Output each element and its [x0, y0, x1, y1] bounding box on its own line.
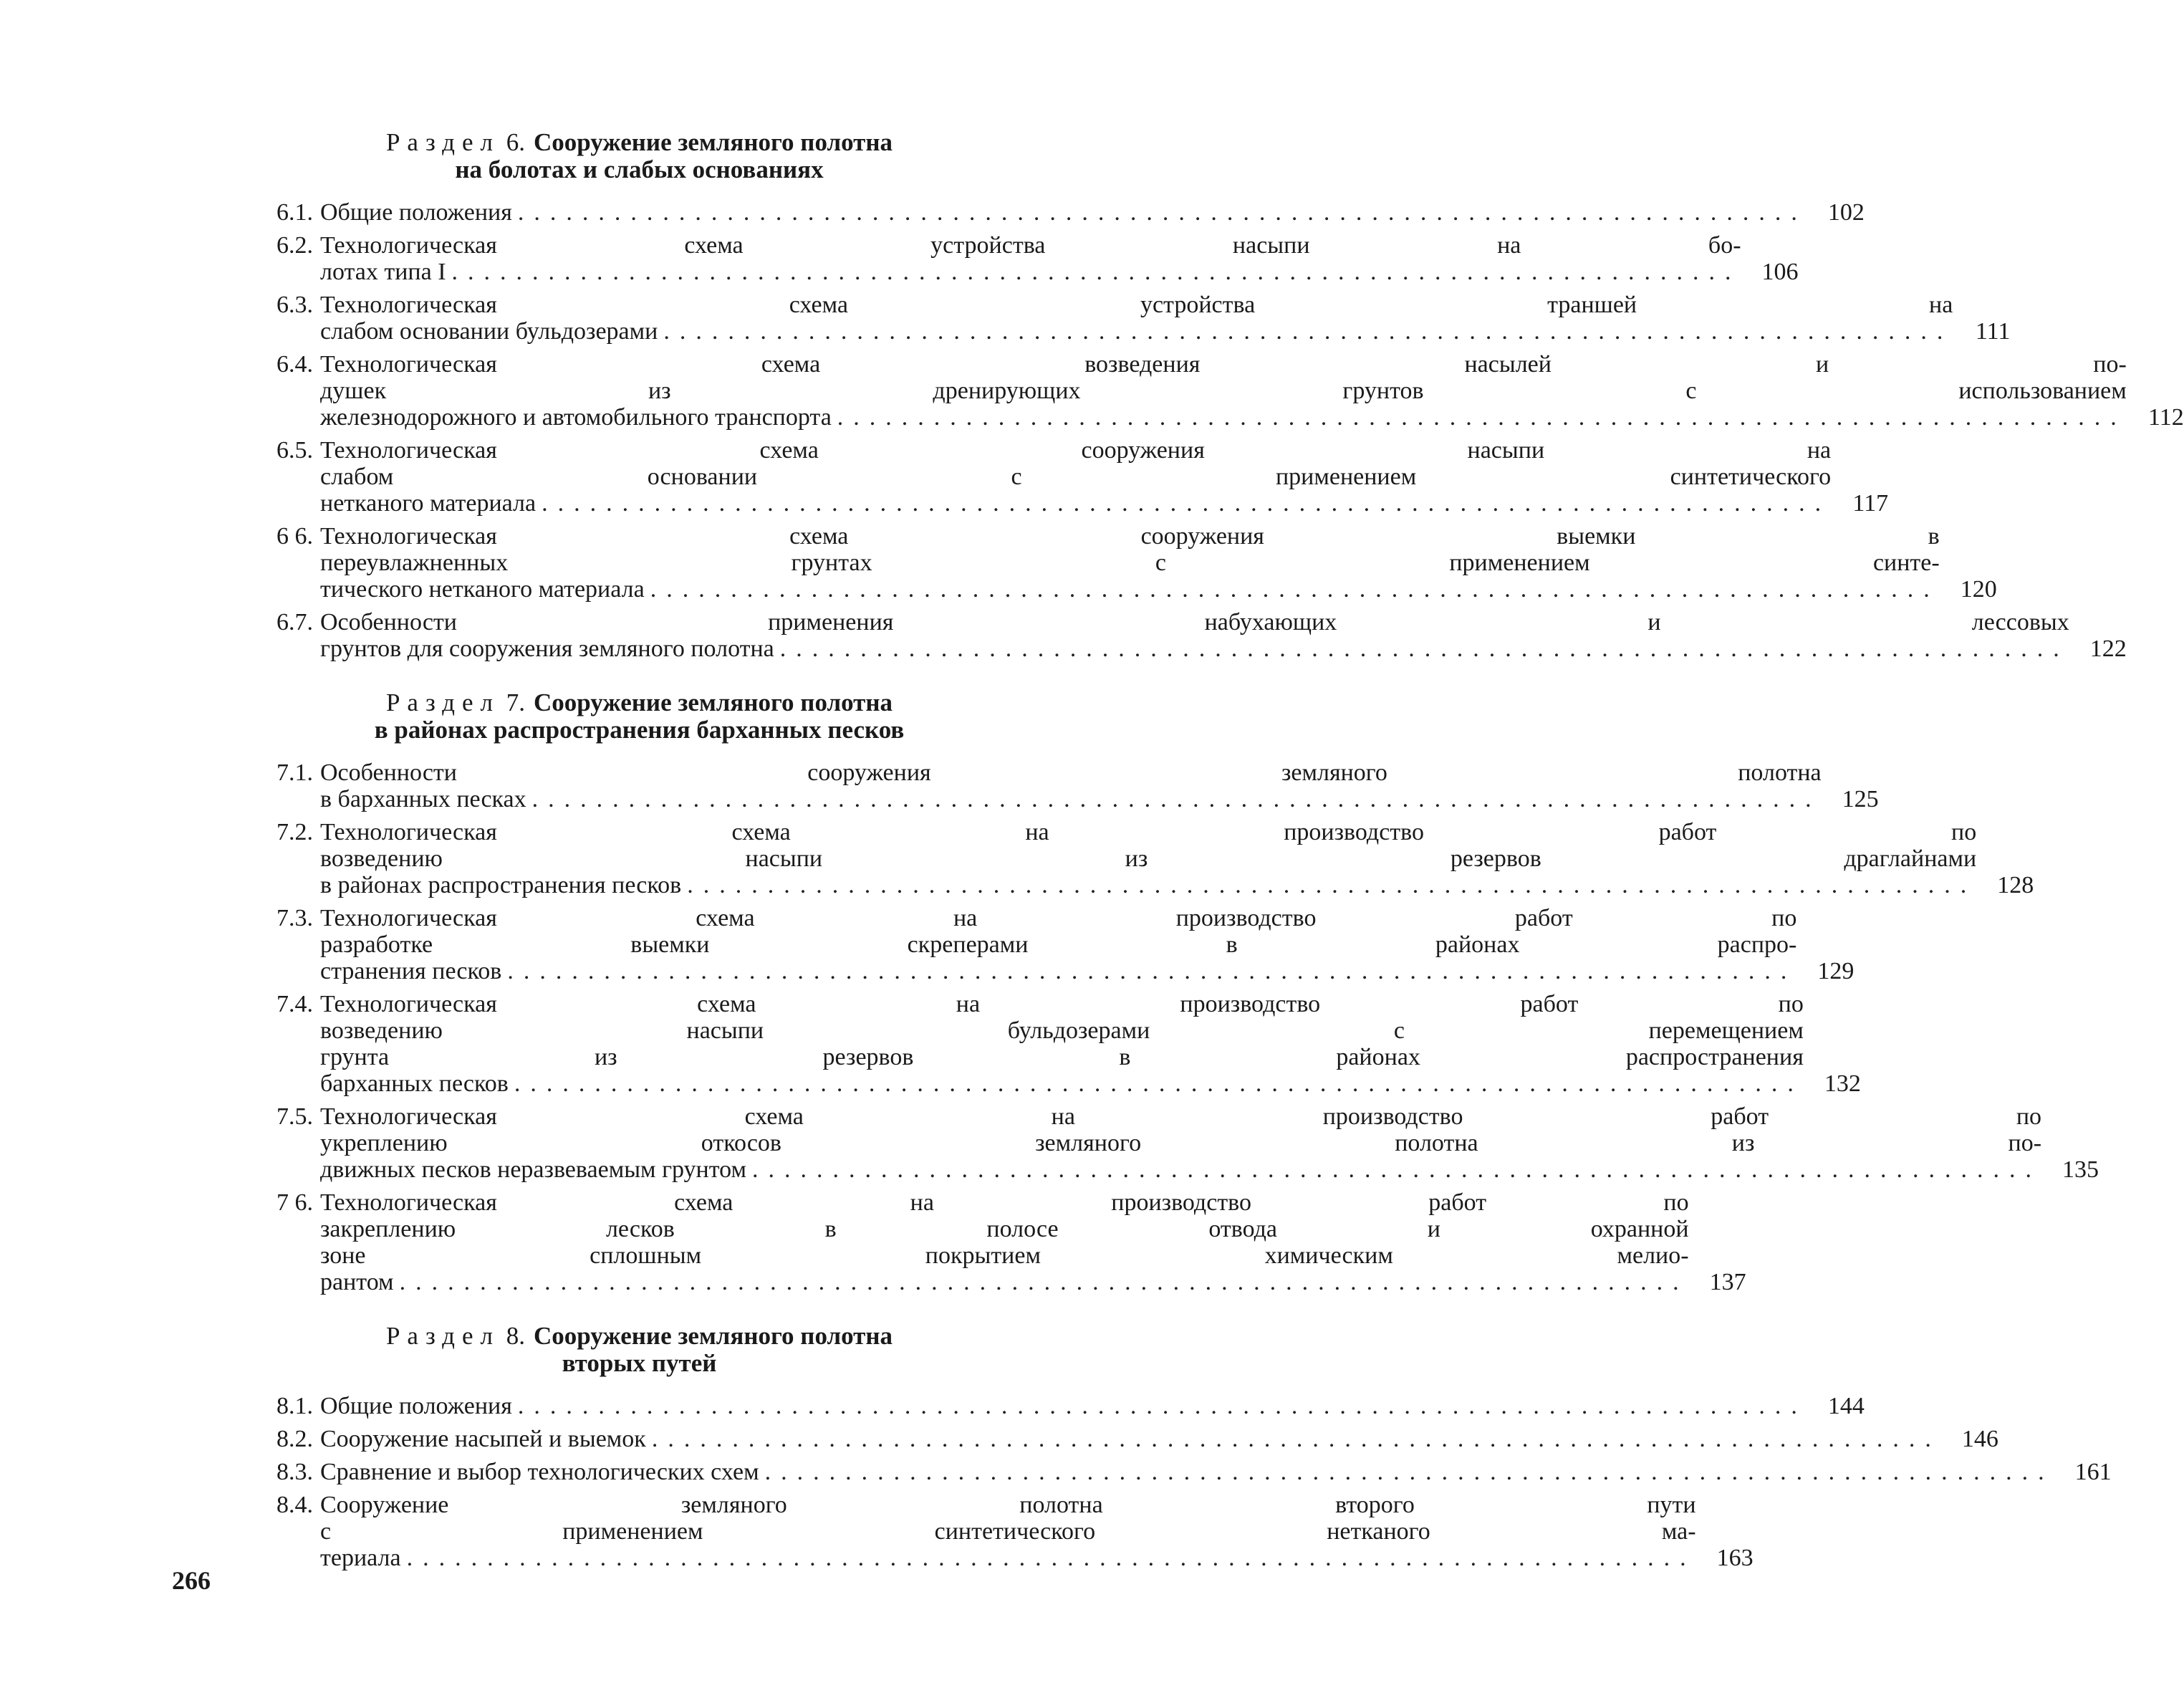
dot-leader: ................................................................................: [837, 404, 2127, 431]
entry-text-line: Сооружение насыпей и выемок: [320, 1426, 646, 1452]
toc-entry: [261, 759, 1879, 812]
section-number: 8.: [506, 1322, 525, 1350]
entry-number: 8.3.: [276, 1459, 313, 1485]
entry-page-number: 161: [2074, 1459, 2112, 1485]
entry-text-line: Особенности сооружения земляного полотна: [320, 759, 1822, 786]
entry-last-line: [320, 1269, 1689, 1295]
entry-title: [320, 1103, 2041, 1183]
entry-text-line: Технологическая схема устройства насыпи на бо-: [320, 232, 1741, 259]
entry-text-line: рантом: [320, 1269, 394, 1295]
section-label: Раздел: [385, 128, 500, 156]
entry-title: [320, 437, 1831, 517]
dot-leader: ................................................................................: [399, 1269, 1689, 1295]
entry-page-number: 128: [1997, 872, 2034, 898]
entry-title: [320, 1393, 1807, 1419]
entry-number: 7.2.: [276, 819, 313, 845]
entry-text-line: Технологическая схема на производство работ по: [320, 991, 1804, 1017]
section-heading: [261, 1323, 1017, 1377]
entry-text-line: Сооружение земляного полотна второго пути: [320, 1492, 1696, 1518]
entry-page-number: 146: [1961, 1426, 1998, 1452]
entry-last-line: [320, 636, 2069, 662]
entry-page-number: 144: [1827, 1393, 1865, 1419]
entry-number: 7.4.: [276, 991, 313, 1017]
entry-text-line: с применением синтетического нетканого ма-: [320, 1518, 1696, 1545]
dot-leader: ................................................................................: [752, 1156, 2042, 1183]
entry-number: 7 6.: [276, 1189, 313, 1216]
entry-text-line: тического нетканого материала: [320, 576, 645, 603]
entry-number: 6.1.: [276, 199, 313, 226]
entry-title: [320, 1492, 1696, 1571]
entry-title: [320, 991, 1804, 1097]
entry-text-line: возведению насыпи из резервов драглайнами: [320, 845, 1977, 872]
toc-entry: [261, 1492, 1754, 1571]
entry-title: [320, 1189, 1689, 1295]
entry-text-line: барханных песков: [320, 1070, 509, 1097]
entry-number: 8.1.: [276, 1393, 313, 1419]
section-number: 6.: [506, 128, 525, 156]
entry-number: 7.3.: [276, 905, 313, 931]
entry-page-number: 112: [2148, 404, 2184, 431]
entry-last-line: [320, 872, 1976, 898]
entry-text-line: Общие положения: [320, 1393, 512, 1419]
toc-entry: [261, 437, 1889, 517]
entry-page-number: 102: [1827, 199, 1865, 226]
entry-text-line: возведению насыпи бульдозерами с перемещением: [320, 1017, 1804, 1044]
toc-entry: [261, 1459, 2112, 1485]
entry-last-line: [320, 1545, 1696, 1571]
entry-page-number: 120: [1960, 576, 1997, 603]
section-label: Раздел: [385, 1322, 500, 1350]
dot-leader: ................................................................................: [663, 318, 1953, 345]
dot-leader: ................................................................................: [650, 576, 1940, 603]
entry-number: 6.2.: [276, 232, 313, 259]
section-entries: [261, 199, 2184, 662]
entry-text-line: странения песков: [320, 958, 502, 984]
entry-page-number: 137: [1709, 1269, 1746, 1295]
entry-title: [320, 1459, 2054, 1485]
entry-text-line: переувлажненных грунтах с применением синте-: [320, 550, 1940, 576]
dot-leader: ................................................................................: [779, 636, 2069, 662]
entry-title: [320, 905, 1796, 984]
toc-entry: [261, 351, 2184, 431]
entry-last-line: [320, 259, 1741, 285]
entry-last-line: [320, 1156, 2041, 1183]
entry-text-line: движных песков неразвеваемым грунтом: [320, 1156, 747, 1183]
entry-text-line: укреплению откосов земляного полотна из по-: [320, 1130, 2042, 1156]
section-heading: [261, 129, 1017, 183]
page-number: 266: [172, 1566, 211, 1595]
toc-entry: [261, 609, 2127, 662]
entry-title: [320, 232, 1741, 285]
dot-leader: ................................................................................: [651, 1426, 1941, 1452]
entry-last-line: [320, 958, 1796, 984]
entry-page-number: 125: [1842, 786, 1879, 812]
entry-text-line: слабом основании бульдозерами: [320, 318, 658, 345]
entry-page-number: 111: [1975, 318, 2011, 345]
entry-text-line: Технологическая схема на производство работ по: [320, 1103, 2042, 1130]
entry-text-line: Технологическая схема устройства траншей на: [320, 292, 1953, 318]
section-title: Сооружение земляного полотна: [533, 1322, 893, 1350]
section-number: 7.: [506, 689, 525, 716]
entry-text-line: Технологическая схема на производство работ по: [320, 819, 1977, 845]
toc-entry: [261, 232, 1799, 285]
dot-leader: ................................................................................: [687, 872, 1977, 898]
entry-text-line: Сравнение и выбор технологических схем: [320, 1459, 759, 1485]
toc-entry: [261, 523, 1997, 603]
entry-text-line: в барханных песках: [320, 786, 526, 812]
entry-last-line: [320, 404, 2127, 431]
entry-page-number: 117: [1852, 490, 1889, 517]
entry-text-line: Технологическая схема возведения насылей и по-: [320, 351, 2127, 378]
entry-text-line: слабом основании с применением синтетического: [320, 464, 1832, 490]
entry-number: 6 6.: [276, 523, 313, 550]
toc-entry: [261, 199, 1865, 226]
entry-text-line: Технологическая схема на производство работ по: [320, 1189, 1689, 1216]
dot-leader: ................................................................................: [517, 1393, 1807, 1419]
toc-entry: [261, 292, 2011, 345]
entry-text-line: Особенности применения набухающих и лессовых: [320, 609, 2069, 636]
dot-leader: ................................................................................: [542, 490, 1832, 517]
entry-text-line: в районах распространения песков: [320, 872, 682, 898]
toc-entry: [261, 819, 2034, 898]
entry-page-number: 106: [1761, 259, 1799, 285]
dot-leader: ................................................................................: [451, 259, 1741, 285]
entry-last-line: [320, 199, 1807, 226]
entry-text-line: железнодорожного и автомобильного транспорта: [320, 404, 832, 431]
entry-last-line: [320, 1393, 1807, 1419]
entry-text-line: Общие положения: [320, 199, 512, 226]
entry-page-number: 132: [1824, 1070, 1861, 1097]
entry-number: 8.2.: [276, 1426, 313, 1452]
entry-title: [320, 199, 1807, 226]
entry-number: 6.4.: [276, 351, 313, 378]
section-entries: [261, 1393, 2112, 1571]
toc-entry: [261, 1426, 1998, 1452]
entry-last-line: [320, 576, 1940, 603]
entry-number: 7.1.: [276, 759, 313, 786]
dot-leader: ................................................................................: [517, 199, 1807, 226]
dot-leader: ................................................................................: [514, 1070, 1804, 1097]
entry-title: [320, 609, 2069, 662]
entry-text-line: лотах типа I: [320, 259, 446, 285]
toc-entry: [261, 1103, 2099, 1183]
section-title: Сооружение земляного полотна: [533, 128, 893, 156]
entry-number: 6.5.: [276, 437, 313, 464]
section-label: Раздел: [385, 689, 500, 716]
entry-title: [320, 351, 2127, 431]
entry-last-line: [320, 490, 1831, 517]
entry-title: [320, 523, 1940, 603]
entry-last-line: [320, 318, 1953, 345]
entry-number: 6.3.: [276, 292, 313, 318]
entry-title: [320, 1426, 1941, 1452]
section-entries: [261, 759, 2099, 1295]
entry-number: 8.4.: [276, 1492, 313, 1518]
dot-leader: ................................................................................: [764, 1459, 2054, 1485]
entry-last-line: [320, 1426, 1941, 1452]
toc-entry: [261, 1393, 1865, 1419]
section-title-line2: на болотах и слабых основаниях: [455, 155, 824, 183]
table-of-contents: [261, 128, 2184, 1598]
dot-leader: ................................................................................: [406, 1545, 1696, 1571]
entry-page-number: 129: [1817, 958, 1855, 984]
entry-page-number: 135: [2062, 1156, 2099, 1183]
entry-text-line: Технологическая схема сооружения насыпи на: [320, 437, 1832, 464]
entry-number: 6.7.: [276, 609, 313, 636]
entry-text-line: закреплению лесков в полосе отвода и охранной: [320, 1216, 1689, 1242]
entry-text-line: нетканого материала: [320, 490, 537, 517]
entry-text-line: териала: [320, 1545, 401, 1571]
entry-last-line: [320, 1070, 1804, 1097]
toc-entry: [261, 905, 1855, 984]
dot-leader: ................................................................................: [531, 786, 1822, 812]
dot-leader: ................................................................................: [507, 958, 1797, 984]
entry-text-line: душек из дренирующих грунтов с использованием: [320, 378, 2127, 404]
entry-text-line: разработке выемки скреперами в районах распро-: [320, 931, 1797, 958]
entry-text-line: грунта из резервов в районах распространения: [320, 1044, 1804, 1070]
entry-text-line: зоне сплошным покрытием химическим мелио-: [320, 1242, 1689, 1269]
entry-text-line: Технологическая схема на производство работ по: [320, 905, 1797, 931]
section-title-line2: в районах распространения барханных песков: [374, 716, 905, 744]
section-title: Сооружение земляного полотна: [533, 689, 893, 716]
entry-title: [320, 292, 1953, 345]
entry-number: 7.5.: [276, 1103, 313, 1130]
entry-text-line: грунтов для сооружения земляного полотна: [320, 636, 774, 662]
section-heading: [261, 689, 1017, 744]
toc-entry: [261, 1189, 1746, 1295]
entry-page-number: 163: [1716, 1545, 1754, 1571]
toc-entry: [261, 991, 1861, 1097]
entry-page-number: 122: [2089, 636, 2127, 662]
entry-last-line: [320, 1459, 2054, 1485]
entry-title: [320, 819, 1976, 898]
section-title-line2: вторых путей: [562, 1349, 717, 1377]
entry-last-line: [320, 786, 1822, 812]
entry-title: [320, 759, 1822, 812]
entry-text-line: Технологическая схема сооружения выемки в: [320, 523, 1940, 550]
